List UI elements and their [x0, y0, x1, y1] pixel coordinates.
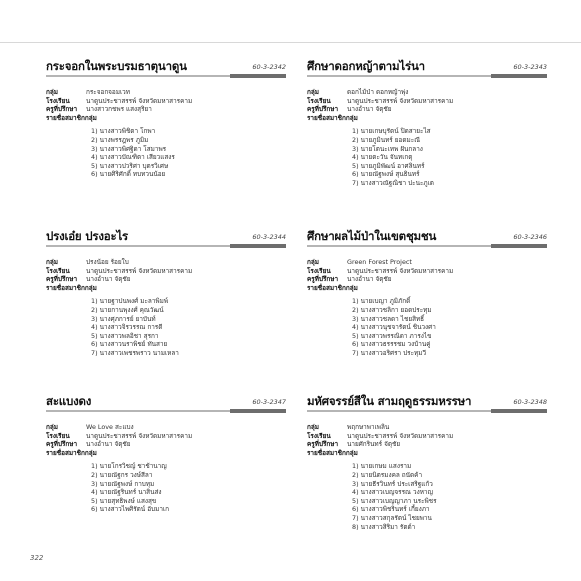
advisor-value: นายศักรินทร์ จัตุชัย	[347, 440, 401, 449]
project-card-5	[46, 393, 286, 514]
school-value: นาดูนประชาสรรพ์ จังหวัดมหาสารคาม	[86, 266, 193, 275]
school-value: นาดูนประชาสรรพ์ จังหวัดมหาสารคาม	[347, 96, 454, 105]
project-code: 60-3-2348	[513, 398, 547, 406]
project-code: 60-3-2342	[252, 63, 286, 71]
advisor-label: ครูที่ปรึกษา	[307, 275, 339, 284]
members-label: รายชื่อสมาชิกกลุ่ม	[307, 113, 358, 122]
group-label: กลุ่ม	[307, 88, 319, 96]
title-rule	[307, 410, 547, 412]
member-item: 4) นายตะวัน จันทเกตุ	[352, 153, 413, 162]
member-item: 2) นางพรรฎพร ภูมิม	[91, 135, 149, 144]
title-rule	[307, 245, 547, 247]
project-title: มหัศจรรย์สีใน สามฤดูธรรมหรรษา	[307, 394, 472, 408]
page-top-rule	[0, 42, 581, 43]
member-item: 1) นายโกรวิชญ์ ชาช้านาญ	[91, 462, 167, 471]
project-card-3	[46, 228, 286, 358]
member-item: 8) นางสาวสิริมา รัตต์า	[352, 522, 416, 531]
member-list	[352, 297, 547, 357]
group-label: กลุ่ม	[46, 88, 58, 96]
project-title: กระจอกในพระบรมธาตุนาดูน	[46, 59, 187, 73]
member-list	[91, 127, 286, 179]
school-label: โรงเรียน	[46, 266, 70, 275]
member-item: 3) นายโตนะเทพ ฝันกลาง	[352, 144, 423, 153]
member-item: 6) นางสาวธรรรชม วงบ้านคู่	[352, 340, 431, 349]
school-label: โรงเรียน	[46, 96, 70, 105]
group-value: ดอกไม้ป่า ดอกหญ้าพุ่ง	[347, 88, 409, 96]
title-rule	[46, 245, 286, 247]
project-title: สะแบงดง	[46, 394, 92, 408]
member-item: 5) นางสาวพลอิชา สุรกา	[91, 331, 159, 340]
advisor-label: ครูที่ปรึกษา	[46, 275, 78, 284]
member-item: 2) นายกานพุงงศ์ คุณวัฒน์	[91, 305, 164, 314]
member-item: 1) นายเบญา ภูมิภักดิ์	[352, 297, 411, 306]
member-item: 7) นางสาวสกุลรัตน์ ไชยพาน	[352, 513, 432, 522]
member-item: 5) นางสาวพรรณิดา ภารงไข	[352, 331, 432, 340]
member-item: 7) นางสาวเพชรพราว นามเหลา	[91, 348, 179, 357]
project-code: 60-3-2346	[513, 233, 547, 241]
school-value: นาดูนประชาสรรพ์ จังหวัดมหาสารคาม	[86, 96, 193, 105]
member-item: 1) นายฐาปนพงศ์ มะลาพิมพ์	[91, 297, 169, 306]
project-title: ปรงเอ๋ย ปรงอะไร	[46, 229, 129, 243]
member-item: 4) นางสาวเบญจรรณ วงหาญ	[352, 488, 433, 497]
group-label: กลุ่ม	[46, 423, 58, 431]
school-label: โรงเรียน	[46, 431, 70, 440]
advisor-label: ครูที่ปรึกษา	[307, 105, 339, 114]
page-number: 322	[30, 554, 44, 562]
school-label: โรงเรียน	[307, 431, 331, 440]
members-label: รายชื่อสมาชิกกลุ่ม	[307, 448, 358, 457]
member-item: 5) นายภูมิพัฒน์ อาศลินทร์	[352, 161, 425, 170]
project-title: ศึกษาดอกหญ้าตามไร่นา	[307, 59, 425, 73]
member-item: 3) นางสาวชลดา ไชยสิทธิ์	[352, 314, 425, 323]
member-item: 4) นางสาวจิรวรรณ การดี	[91, 323, 163, 332]
school-value: นาดูนประชาสรรพ์ จังหวัดมหาสารคาม	[347, 431, 454, 440]
project-card-4	[307, 228, 547, 358]
member-item: 4) นางสาวบัณฑิตา เสียวแสงร	[91, 153, 175, 162]
member-item: 1) นายเกษม แสงราม	[352, 462, 412, 471]
members-label: รายชื่อสมาชิกกลุ่ม	[307, 283, 358, 292]
members-label: รายชื่อสมาชิกกลุ่ม	[46, 113, 97, 122]
member-item: 4) นายณัฐรินทร์ นาสินส่ง	[91, 488, 162, 497]
member-item: 3) นางสาวพิศฐิดา โสมาพร	[91, 144, 167, 153]
member-item: 7) นางสาวอริศรา ประทุมวี	[352, 348, 427, 357]
member-item: 3) นายณัฐพงษ์ กาบทุม	[91, 479, 155, 488]
member-item: 3) นายธีรวินทร์ ประเสริฐแก้ว	[352, 479, 433, 488]
member-item: 1) นางสาวพิชิตา โกพา	[91, 127, 156, 136]
members-label: รายชื่อสมาชิกกลุ่ม	[46, 283, 97, 292]
member-item: 2) นายนิตรมงคล ถนัดค้า	[352, 470, 423, 479]
title-rule	[307, 75, 547, 77]
advisor-value: นางสาวกชพร แสงสุริยา	[86, 105, 152, 114]
member-item: 6) นายณัฐพงษ์ สุนธินทร์	[352, 170, 420, 179]
member-list	[91, 297, 286, 357]
member-item: 1) นายเกษบุรัตน์ ปิดสายะไส	[352, 127, 431, 136]
member-item: 5) นางสาวปวริศา บุตรวิเศษ	[91, 161, 169, 170]
group-label: กลุ่ม	[307, 423, 319, 431]
title-rule	[46, 75, 286, 77]
advisor-label: ครูที่ปรึกษา	[46, 440, 78, 449]
member-item: 2) นายภูมินทร์ ยอดมะณี	[352, 135, 421, 144]
school-value: นาดูนประชาสรรพ์ จังหวัดมหาสารคาม	[86, 431, 193, 440]
members-label: รายชื่อสมาชิกกลุ่ม	[46, 448, 97, 457]
member-item: 6) นางสาวนราพิชย์ ทันสาย	[91, 340, 168, 349]
project-card-6	[307, 393, 547, 531]
group-value: Green Forest Project	[347, 258, 412, 266]
member-item: 2) นางสาวชลิกา ยอดประทุม	[352, 305, 432, 314]
member-list	[352, 462, 547, 531]
school-label: โรงเรียน	[307, 266, 331, 275]
advisor-value: นางอำนา จัตุชัย	[347, 105, 392, 114]
member-item: 3) นางศุภการย์ ยาบันท์	[91, 314, 156, 323]
member-item: 6) นางสาวพิชรินทร์ เกี้ยงภา	[352, 505, 430, 514]
group-label: กลุ่ม	[46, 258, 58, 266]
project-code: 60-3-2344	[252, 233, 286, 241]
title-rule	[46, 410, 286, 412]
project-card-1	[46, 58, 286, 179]
school-value: นาดูนประชาสรรพ์ จังหวัดมหาสารคาม	[347, 266, 454, 275]
project-card-2	[307, 58, 547, 188]
school-label: โรงเรียน	[307, 96, 331, 105]
group-value: พฤกษาพาเพลิน	[347, 423, 390, 431]
advisor-value: นางอำนา จัตุชัย	[86, 275, 131, 284]
advisor-value: นางอำนา จัตุชัย	[86, 440, 131, 449]
member-item: 4) นางสาวนุชจารัตน์ ชินวงศา	[352, 323, 436, 332]
advisor-value: นางอำนา จัตุชัย	[347, 275, 392, 284]
group-value: ปรงน้อย ร้อยใบ	[86, 258, 129, 266]
member-list	[352, 127, 547, 187]
project-code: 60-3-2347	[252, 398, 286, 406]
member-list	[91, 462, 286, 514]
group-label: กลุ่ม	[307, 258, 319, 266]
member-item: 2) นายณัฐกร วงษ์สีลา	[91, 470, 153, 479]
member-item: 5) นายสุทธิพงษ์ แสงสุข	[91, 496, 157, 505]
advisor-label: ครูที่ปรึกษา	[46, 105, 78, 114]
advisor-label: ครูที่ปรึกษา	[307, 440, 339, 449]
project-code: 60-3-2343	[513, 63, 547, 71]
member-item: 6) นายศิริศักดิ์ ทบทวนน้อย	[91, 170, 166, 179]
member-item: 5) นางสาวเบญญาภา นระพิชร	[352, 496, 437, 505]
project-title: ศึกษาผลไม้ป่าในเขตชุมชน	[307, 229, 437, 243]
group-value: กระจอกจอมเวท	[86, 88, 130, 96]
member-item: 6) นางสาวไพศิรัตน์ อับมาเก	[91, 505, 169, 514]
group-value: We Love สะแบง	[86, 423, 134, 431]
member-item: 7) นางสาวณัฐณิชา ปะนะภูเต	[352, 178, 434, 187]
